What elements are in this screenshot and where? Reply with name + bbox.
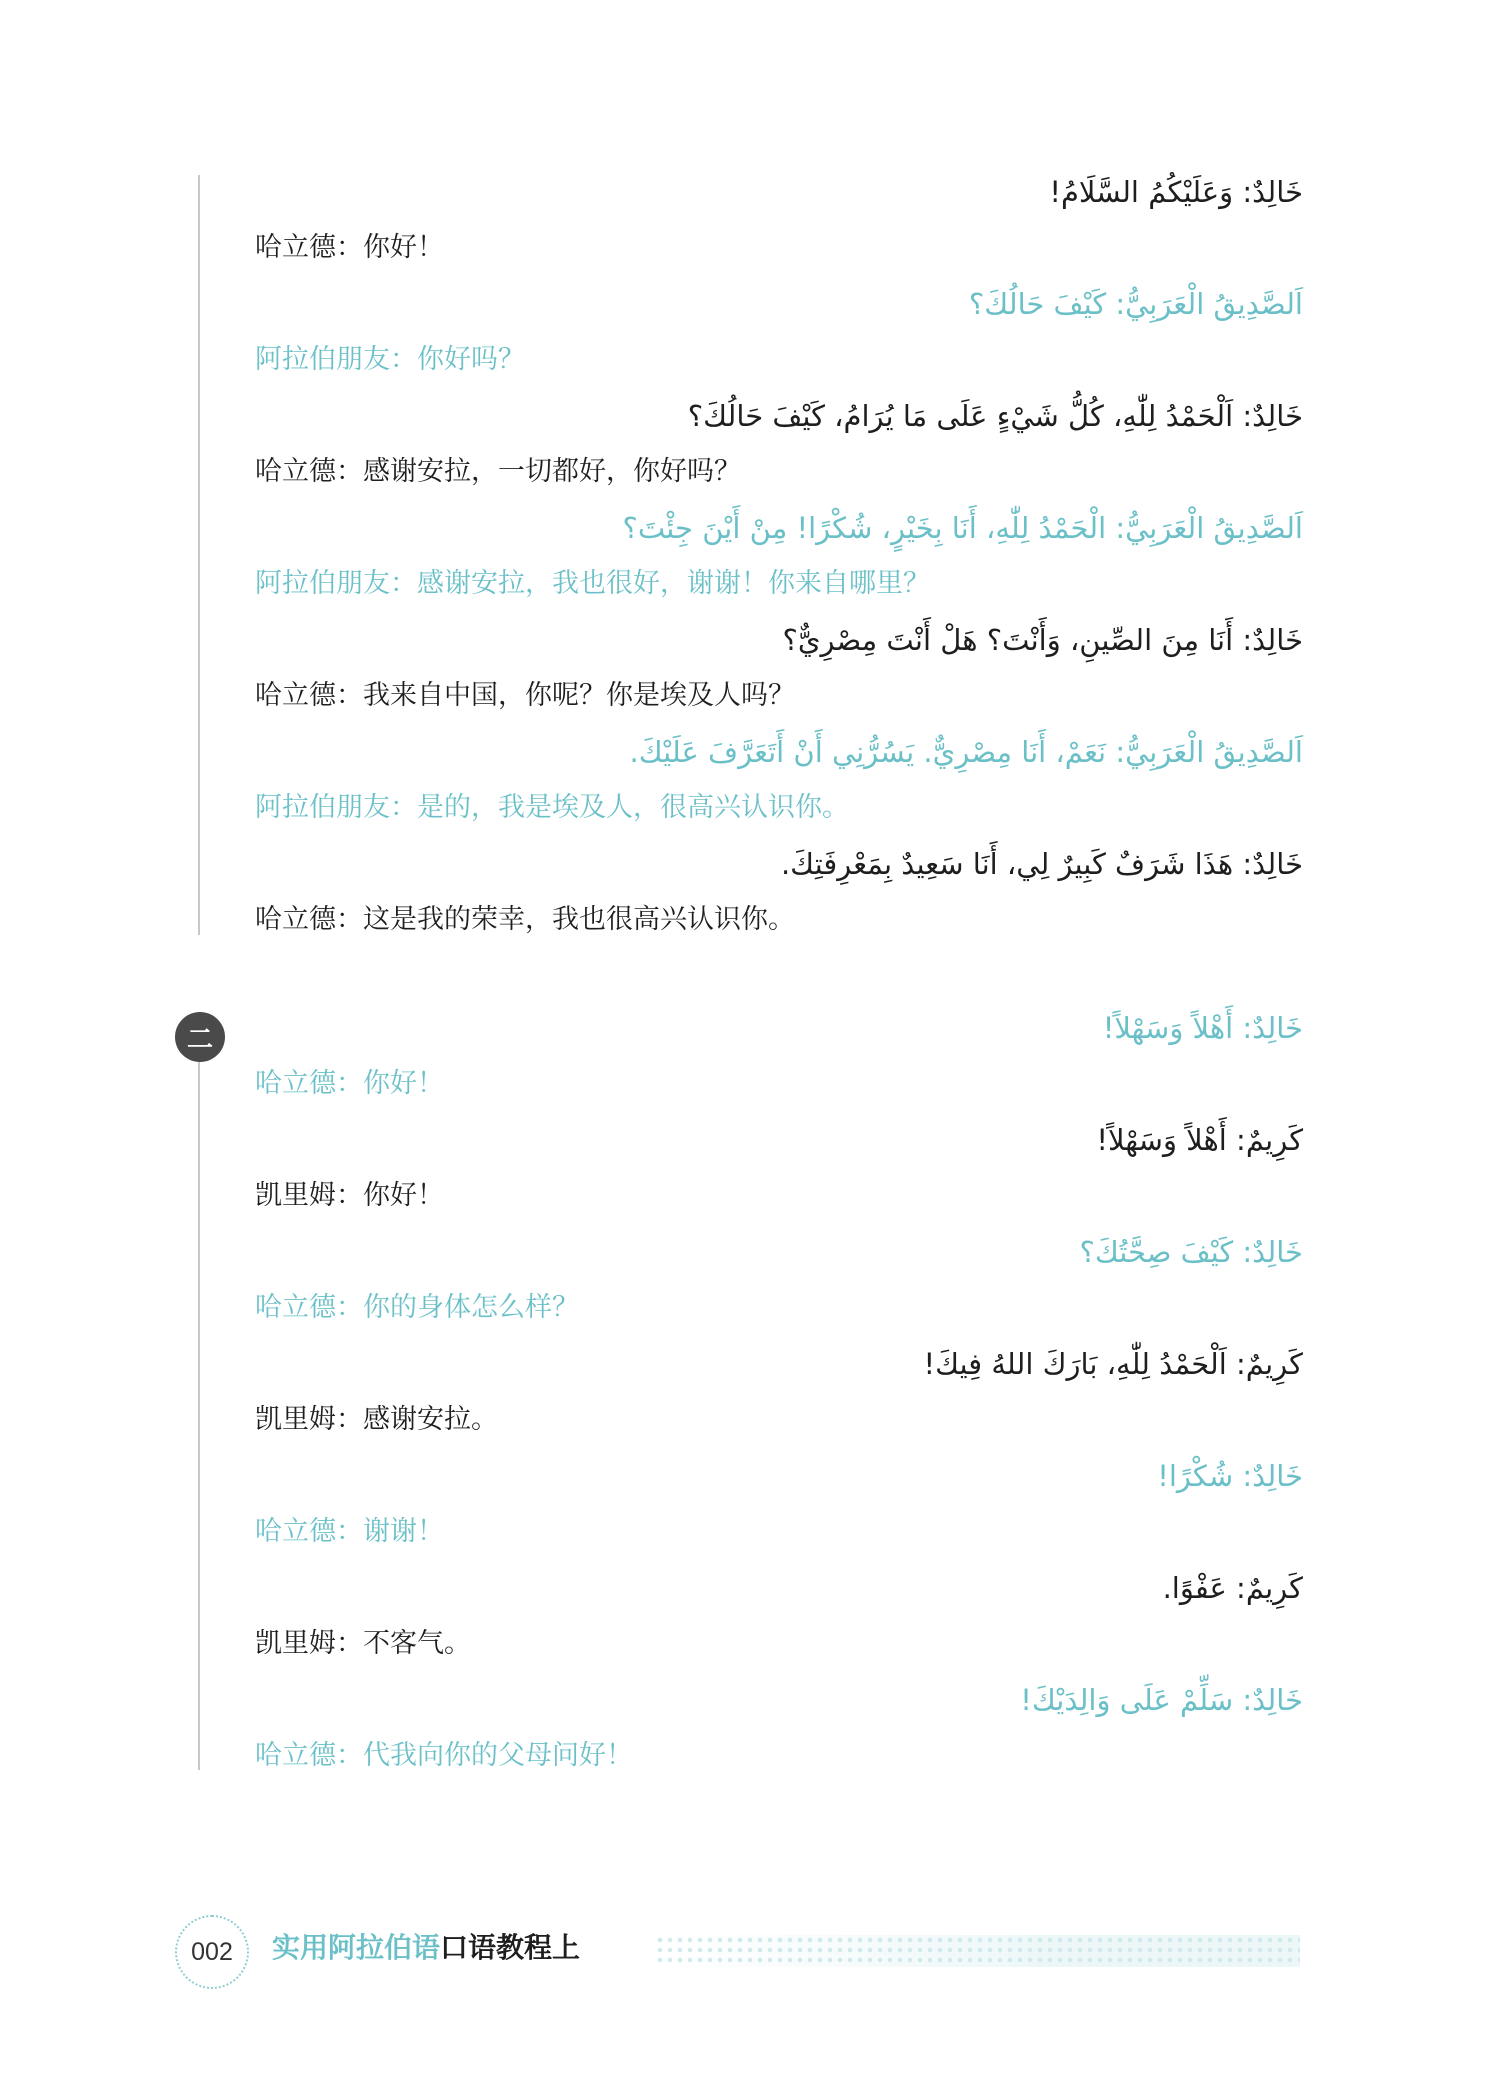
dialogue-line: 哈立德：感谢安拉，一切都好，你好吗？ [255,456,741,487]
dialogue-line: خَالِدٌ: سَلِّمْ عَلَى وَالِدَيْكَ! [1020,1683,1303,1717]
book-title-part2: 口语教程上 [440,1931,581,1964]
page-number: 002 [175,1915,249,1989]
dialogue-line: 哈立德：你好！ [255,1068,444,1099]
dialogue-line: 哈立德：谢谢！ [255,1516,444,1547]
book-title [272,1928,580,1968]
dialogue-line: كَرِيمٌ: اَلْحَمْدُ لِلّٰهِ، بَارَكَ اللهُ فِيكَ! [923,1347,1303,1381]
dialogue-line: خَالِدٌ: هَذَا شَرَفٌ كَبِيرٌ لِي، أَنَا سَعِيدٌ بِمَعْرِفَتِكَ. [780,847,1303,881]
dialogue-line: 哈立德：代我向你的父母问好！ [255,1740,633,1771]
dialogue-line: 哈立德：你的身体怎么样？ [255,1292,579,1323]
dialogue-line: اَلصَّدِيقُ الْعَرَبِيُّ: نَعَمْ، أَنَا مِصْرِيٌّ. يَسُرُّنِي أَنْ أَتَعَرَّفَ عَلَيْكَ. [629,735,1303,769]
dialogue-line: كَرِيمٌ: عَفْوًا. [1162,1571,1303,1605]
dialogue-line: اَلصَّدِيقُ الْعَرَبِيُّ: الْحَمْدُ لِلّٰهِ، أَنَا بِخَيْرٍ، شُكْرًا! مِنْ أَيْنَ جِئْتَ؟ [622,511,1303,545]
dialogue-line: خَالِدٌ: أَهْلاً وَسَهْلاً! [1102,1011,1303,1045]
dialogue-line: 阿拉伯朋友：感谢安拉，我也很好，谢谢！你来自哪里？ [255,568,930,599]
dialogue-line: خَالِدٌ: أَنَا مِنَ الصِّينِ، وَأَنْتَ؟ هَلْ أَنْتَ مِصْرِيٌّ؟ [782,623,1303,657]
section-2-rule [198,1062,200,1770]
section-number-badge: 二 [175,1012,225,1062]
dialogue-line: 哈立德：这是我的荣幸，我也很高兴认识你。 [255,904,795,935]
dialogue-line: خَالِدٌ: وَعَلَيْكُمُ السَّلَامُ! [1049,175,1303,209]
dialogue-line: خَالِدٌ: شُكْرًا! [1157,1459,1303,1493]
dialogue-line: 阿拉伯朋友：是的，我是埃及人，很高兴认识你。 [255,792,849,823]
dialogue-line: كَرِيمٌ: أَهْلاً وَسَهْلاً! [1096,1123,1303,1157]
book-title-part1: 实用阿拉伯语 [272,1931,441,1964]
dialogue-line: 哈立德：你好！ [255,232,444,263]
dialogue-line: 凯里姆：不客气。 [255,1628,471,1659]
decorative-dot-band [655,1935,1300,1967]
dialogue-line: 阿拉伯朋友：你好吗？ [255,344,525,375]
dialogue-line: خَالِدٌ: كَيْفَ صِحَّتُكَ؟ [1079,1235,1303,1269]
dialogue-line: 凯里姆：感谢安拉。 [255,1404,498,1435]
section-1-rule [198,175,200,935]
dialogue-line: 凯里姆：你好！ [255,1180,444,1211]
dialogue-line: اَلصَّدِيقُ الْعَرَبِيُّ: كَيْفَ حَالُكَ؟ [968,287,1303,321]
dialogue-line: خَالِدٌ: اَلْحَمْدُ لِلّٰهِ، كُلُّ شَيْءٍ عَلَى مَا يُرَامُ، كَيْفَ حَالُكَ؟ [687,399,1303,433]
dialogue-line: 哈立德：我来自中国，你呢？你是埃及人吗？ [255,680,795,711]
